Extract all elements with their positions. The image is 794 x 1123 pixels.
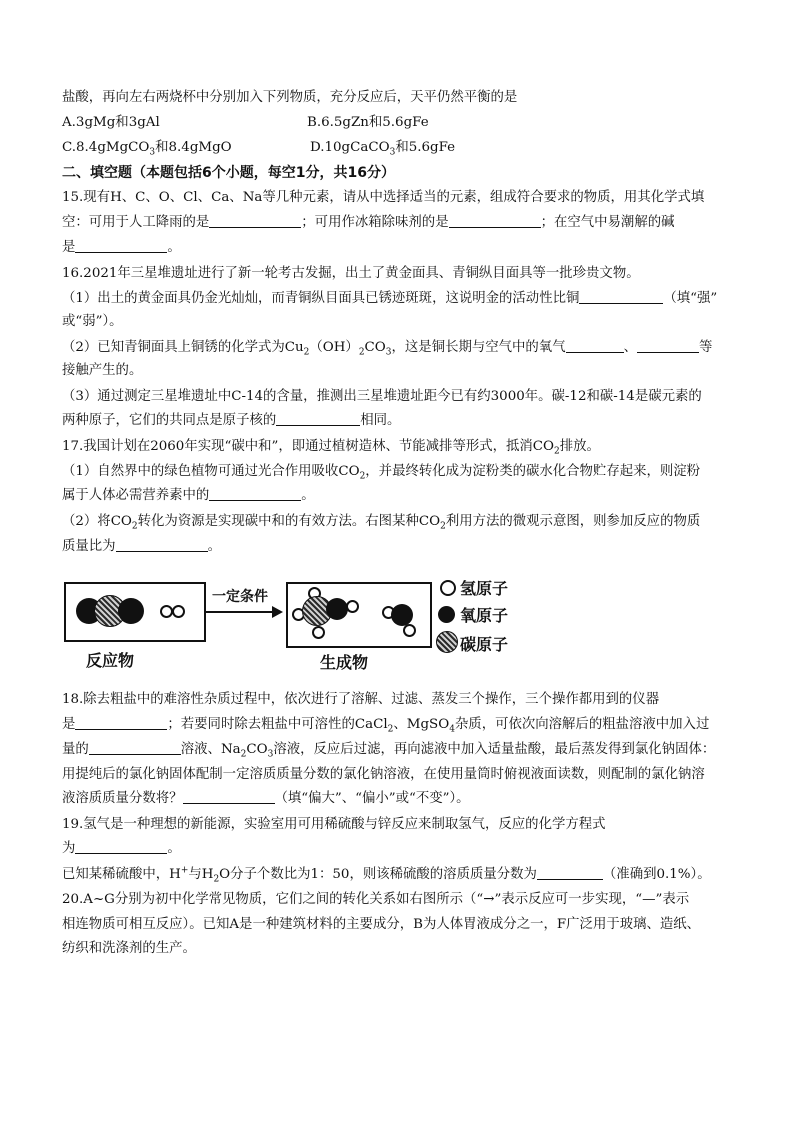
oxygen-atom-icon: [391, 604, 413, 626]
q14-option-c: C.8.4gMgCO$_3$和8.4gMgO: [62, 140, 232, 158]
q18-line-2: 是 ；若要同时除去粗盐中可溶性的CaCl$_2$、MgSO$_4$杂质，可依次向溶解后的粗盐溶液中加入过: [62, 717, 710, 735]
q14-option-b: B.6.5gZn和5.6gFe: [307, 115, 429, 130]
q16-part-2-cont: 接触产生的。: [62, 363, 143, 378]
q15-line-1: 15.现有H、C、O、Cl、Ca、Na等几种元素，请从中选择适当的元素，组成符合要求的物质，用其化学式填: [62, 190, 705, 205]
q19-line-1: 19.氢气是一种理想的新能源，实验室用可用稀硫酸与锌反应来制取氢气，反应的化学方程式: [62, 817, 606, 832]
q17-part-1: （1）自然界中的绿色植物可通过光合作用吸收$CO_2$，并最终转化成为淀粉类的碳水化合物贮存起来，则淀粉: [62, 464, 701, 482]
legend-carbon-label: 碳原子: [460, 635, 509, 654]
q20-line-2: 相连物质可相互反应）。已知A是一种建筑材料的主要成分，B为人体胃液成分之一，F广泛用于玻璃、造纸、: [62, 917, 701, 932]
q15-line-2: 空：可用于人工降雨的是 ；可用作冰箱除味剂的是 ；在空气中易潮解的碱: [62, 215, 675, 230]
hydrogen-atom-icon: [172, 605, 185, 618]
q14-stem-tail: 盐酸，再向左右两烧杯中分别加入下列物质，充分反应后，天平仍然平衡的是: [62, 90, 518, 105]
q14-option-a: A.3gMg和3gAl: [62, 115, 160, 130]
q19-blank-1[interactable]: [75, 839, 167, 854]
legend-hydrogen-label: 氢原子: [460, 579, 509, 598]
legend-oxygen-icon: [438, 606, 455, 623]
q16-intro: 16.2021年三星堆遗址进行了新一轮考古发掘，出土了黄金面具、青铜纵目面具等一批珍贵文物。: [62, 266, 640, 281]
q16-part-1-cont: 或“弱”）。: [62, 314, 123, 329]
q17-part-2: （2）将$CO_2$转化为资源是实现碳中和的有效方法。右图某种$CO_2$利用方法的微观示意图，则参加反应的物质: [62, 514, 701, 532]
q17-part-1-cont: 属于人体必需营养素中的 。: [62, 488, 315, 503]
q15-blank-3[interactable]: [75, 238, 167, 253]
q16-blank-4[interactable]: [276, 411, 360, 426]
oxygen-atom-icon: [326, 598, 348, 620]
q16-part-2: （2）已知青铜面具上铜锈的化学式为$Cu_2(OH)_2CO_3$，这是铜长期与空气中的氧气 、 等: [62, 340, 713, 358]
section-2-title: 二、填空题（本题包括6个小题，每空1分，共16分）: [62, 165, 395, 181]
q14-option-d: D.10gCaCO$_3$和5.6gFe: [310, 140, 456, 158]
q19-line-3: 已知某稀硫酸中，H+与$H_2O$分子个数比为1：50，则该稀硫酸的溶质质量分数为 （准确到0.1%）。: [62, 865, 711, 885]
condition-label: 一定条件: [212, 589, 268, 605]
q15-blank-1[interactable]: [209, 213, 301, 228]
q18-line-5: 液溶质质量分数将？ （填“偏大”、“偏小”或“不变”）。: [62, 791, 470, 806]
products-box: [286, 582, 432, 648]
q17-part-2-cont: 质量比为 。: [62, 539, 221, 554]
q18-blank-3[interactable]: [183, 789, 275, 804]
q18-line-3: 量的 溶液、$Na_2CO_3$溶液，反应后过滤，再向滤液中加入适量盐酸，最后蒸发得到氯化钠固体：: [62, 742, 716, 760]
hydrogen-atom-icon: [403, 624, 416, 637]
oxygen-atom-icon: [118, 598, 144, 624]
q18-blank-2[interactable]: [89, 740, 181, 755]
q19-blank-2[interactable]: [537, 865, 603, 880]
hydrogen-atom-icon: [346, 600, 359, 613]
reaction-arrow: [206, 611, 274, 613]
q16-blank-2[interactable]: [566, 338, 624, 353]
q16-part-1: （1）出土的黄金面具仍金光灿灿，而青铜纵目面具已锈迹斑斑，这说明金的活动性比铜 （填“强”: [62, 291, 718, 306]
q15-line-3: 是 。: [62, 240, 181, 255]
q16-part-3: （3）通过测定三星堆遗址中C-14的含量，推测出三星堆遗址距今已有约3000年。碳-12和碳-14是碳元素的: [62, 389, 702, 404]
q16-part-3-cont: 两种原子，它们的共同点是原子核的 相同。: [62, 413, 401, 428]
reactants-box: [64, 582, 206, 642]
q18-blank-1[interactable]: [75, 715, 167, 730]
legend-hydrogen-icon: [440, 580, 456, 596]
legend-carbon-icon: [436, 631, 458, 653]
q17-blank-1[interactable]: [209, 486, 301, 501]
co2-reaction-diagram: [62, 578, 532, 678]
q16-blank-3[interactable]: [637, 338, 699, 353]
legend-oxygen-label: 氧原子: [460, 606, 509, 625]
q17-blank-2[interactable]: [116, 537, 208, 552]
q15-blank-2[interactable]: [449, 213, 541, 228]
hydrogen-atom-icon: [312, 626, 325, 639]
q20-line-1: 20.A~G分别为初中化学常见物质，它们之间的转化关系如右图所示（“→”表示反应可一步实现，“—”表示: [62, 892, 690, 907]
q16-blank-1[interactable]: [579, 289, 663, 304]
q20-line-3: 纺织和洗涤剂的生产。: [62, 941, 196, 956]
q17-intro: 17.我国计划在2060年实现“碳中和”，即通过植树造林、节能减排等形式，抵消$CO_2$排放。: [62, 439, 600, 457]
q18-line-1: 18.除去粗盐中的难溶性杂质过程中，依次进行了溶解、过滤、蒸发三个操作，三个操作都用到的仪器: [62, 692, 660, 707]
products-label: 生成物: [320, 653, 369, 672]
q18-line-4: 用提纯后的氯化钠固体配制一定溶质质量分数的氯化钠溶液，在使用量筒时俯视液面读数，则配制的氯化钠溶: [62, 767, 705, 782]
arrow-head-icon: [272, 606, 283, 618]
q19-line-2: 为 。: [62, 841, 181, 856]
reactants-label: 反应物: [86, 651, 135, 670]
